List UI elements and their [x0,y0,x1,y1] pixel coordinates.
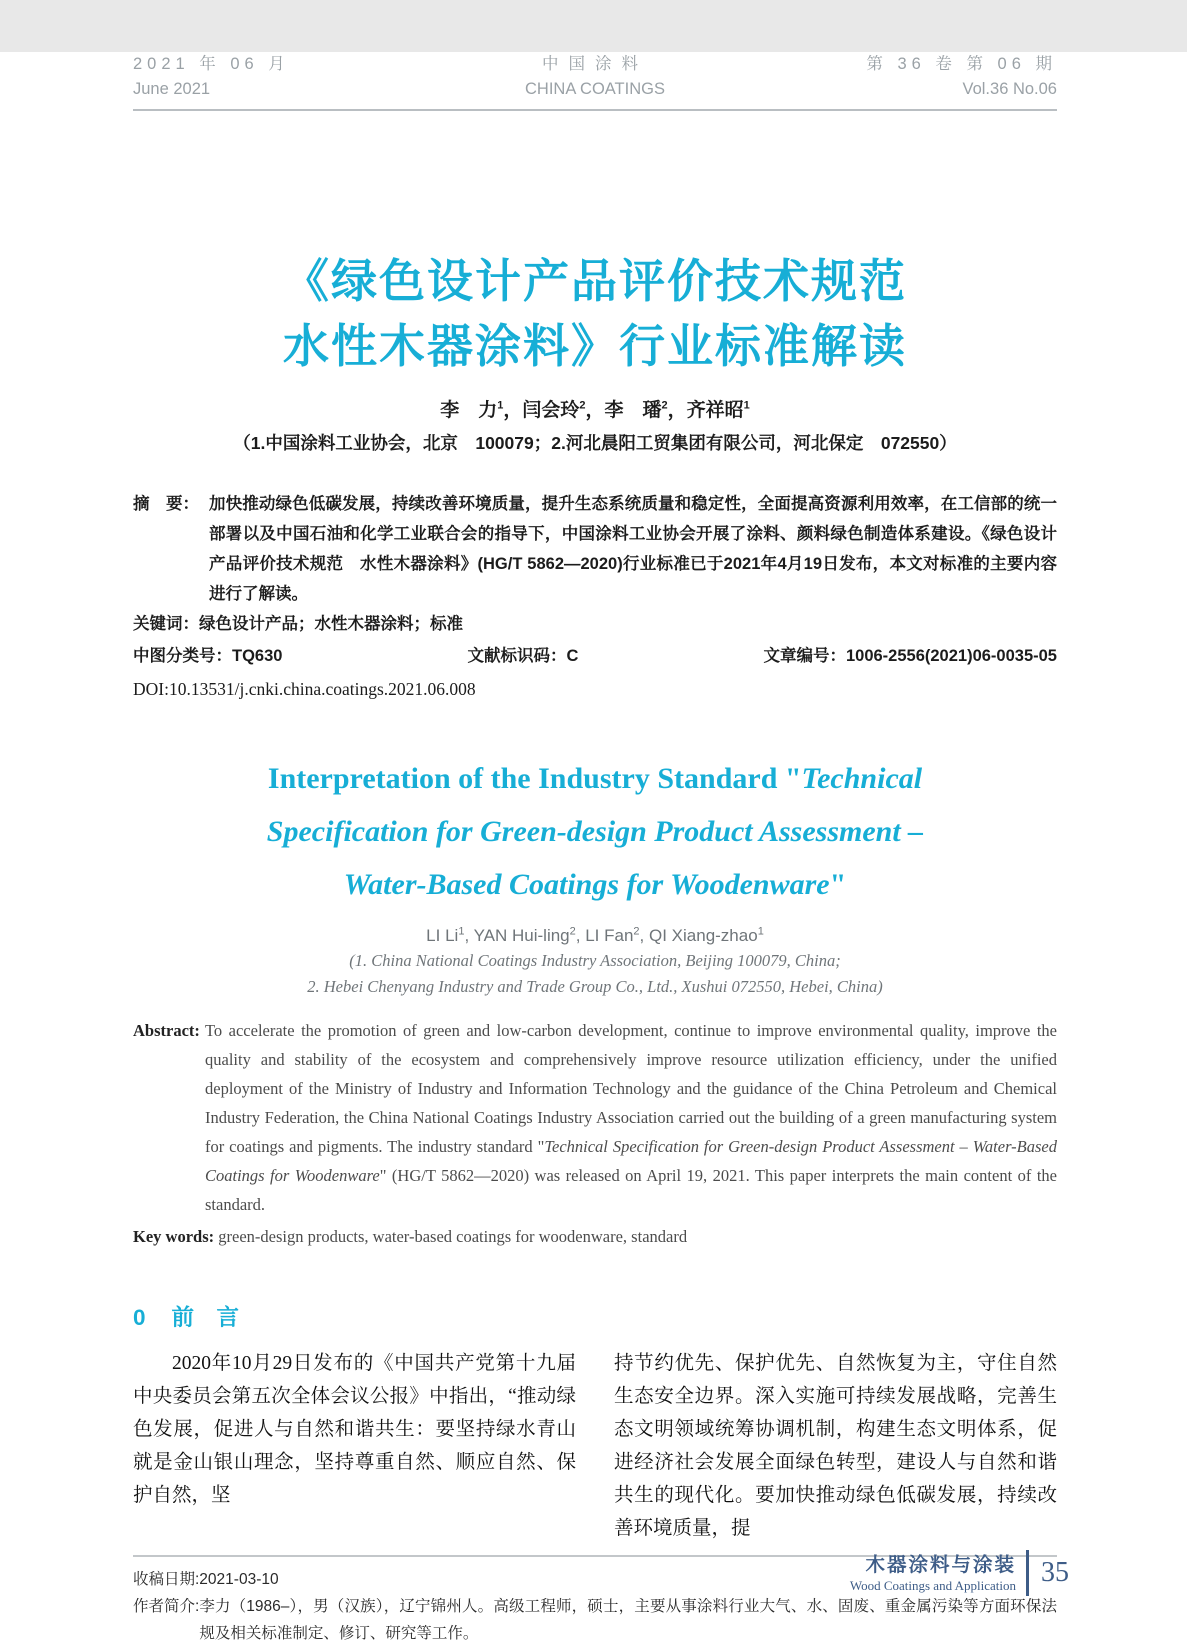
article-title-en-line2: Specification for Green-design Product Assessment – [266,815,924,848]
body-columns [133,1347,1057,1545]
issue-en: Vol.36 No.06 [962,80,1057,98]
column-name [850,1553,1026,1594]
abstract-en-label: Abstract: [133,1021,200,1040]
doi: DOI:10.13531/j.cnki.china.coatings.2021.06.008 [133,679,476,699]
author-en: YAN Hui-ling$^2$, [473,925,586,945]
author-zh: 齐祥昭$^1$ [686,399,750,421]
body-column-right: 持节约优先、保护优先、自然恢复为主，守住自然生态安全边界。深入实施可持续发展战略，完善生态文明领域统筹协调机制，构建生态文明体系，促进经济社会发展全面绿色转型，建设人与自然和谐共生的现代化。要加快推动绿色低碳发展，持续改善环境质量，提 [614,1353,1057,1539]
running-head-journal [353,52,837,102]
keywords-en [133,1223,1057,1251]
article-title-zh-line2: 水性木器涂料》行业标准解读 [283,320,907,372]
author-zh: 李 力$^1$， [440,399,523,421]
document-code: 文献标识码：C [467,647,579,665]
authors-zh [133,397,1057,424]
body-column-left: 2020年10月29日发布的《中国共产党第十九届中央委员会第五次全体会议公报》中指出，“推动绿色发展，促进人与自然和谐共生：要坚持绿水青山就是金山银山理念，坚持尊重自然、顺应自然、保护自然，坚 [133,1353,576,1506]
journal-name-zh: 中国涂料 [542,55,648,73]
article-title-zh [133,249,1057,379]
abstract-zh-label: 摘 要： [133,495,199,513]
article-title-zh-line1: 《绿色设计产品评价技术规范 [283,255,907,307]
article-title-en [133,752,1057,911]
running-head-issue [837,52,1057,102]
author-bio [133,1593,1057,1647]
article-title-en-line1: Interpretation of the Industry Standard "Technical [267,762,923,795]
date-en: June 2021 [133,80,211,98]
running-head-date [133,52,353,102]
meta-row [133,641,1057,671]
article-title-en-line3: Water-Based Coatings for Woodenware" [343,868,847,901]
abstract-en-text: To accelerate the promotion of green and low-carbon development, continue to improve environmental quality, improve the quality and stability of the ecosystem and comprehensively improve resource utilization efficiency, under the unified deployment of the Ministry of Industry and Information Technology and the guidance of the China Petroleum and Chemical Industry Federation, the China National Coatings Industry Association carried out the building of a green manufacturing system for coatings and pigments. The industry standard "Technical Specification for Green-design Product Assessment – Water-Based Coatings for Woodenware" (HG/T 5862—2020) was released on April 19, 2021. This paper interprets the main content of the standard. [205,1021,1057,1214]
running-head [133,52,1057,111]
column-name-en: Wood Coatings and Application [849,1577,1016,1593]
author-en: LI Li$^1$, [426,925,474,945]
section-number: 0 [133,1305,146,1330]
author-bio-label: 作者简介: [133,1598,200,1615]
keywords-en-label: Key words: [133,1227,215,1246]
journal-page [0,52,1187,1652]
author-en: QI Xiang-zhao$^1$ [649,925,764,945]
article-id: 文章编号：1006-2556(2021)06-0035-05 [763,647,1057,665]
date-zh: 2021 年 06 月 [133,55,290,73]
issue-zh: 第 36 卷 第 06 期 [866,55,1057,73]
abstract-en [133,1016,1057,1219]
keywords-zh [133,609,1057,639]
keywords-zh-text: 绿色设计产品；水性木器涂料；标准 [199,615,463,633]
authors-en [133,923,1057,948]
author-en: LI Fan$^2$, [585,925,649,945]
affiliation-en-line2: 2. Hebei Chenyang Industry and Trade Group Co., Ltd., Xushui 072550, Hebei, China) [307,977,883,996]
received-date: 收稿日期:2021-03-10 [133,1571,279,1588]
author-zh: 闫会玲$^2$， [522,399,605,421]
section-title: 前 言 [171,1305,240,1330]
section-heading-foreword [133,1303,1057,1333]
keywords-zh-label: 关键词： [133,615,199,633]
page-footer [850,1550,1069,1596]
abstract-zh-text: 加快推动绿色低碳发展，持续改善环境质量，提升生态系统质量和稳定性，全面提高资源利用效率，在工信部的统一部署以及中国石油和化学工业联合会的指导下，中国涂料工业协会开展了涂料、颜料绿色制造体系建设。《绿色设计产品评价技术规范 水性木器涂料》(HG/T 5862—2020)行业标准已于2021年4月19日发布，本文对标准的主要内容进行了解读。 [209,495,1057,603]
abstract-zh [133,489,1057,609]
affiliation-en-line1: (1. China National Coatings Industry Association, Beijing 100079, China; [349,951,841,970]
keywords-en-text: green-design products, water-based coatings for woodenware, standard [218,1227,688,1246]
column-name-zh: 木器涂料与涂装 [865,1553,1016,1576]
clc-number: 中图分类号：TQ630 [133,647,283,665]
page-number: 35 [1041,1557,1069,1588]
affiliation-zh: （1.中国涂料工业协会，北京 100079；2.河北晨阳工贸集团有限公司，河北保定 072550） [233,433,957,453]
author-zh: 李 璠$^2$， [604,399,687,421]
journal-name-en: CHINA COATINGS [525,80,665,98]
author-bio-text: 李力（1986–），男（汉族），辽宁锦州人。高级工程师，硕士，主要从事涂料行业大气、水、固废、重金属污染等方面环保法规及相关标准制定、修订、研究等工作。 [199,1598,1057,1642]
